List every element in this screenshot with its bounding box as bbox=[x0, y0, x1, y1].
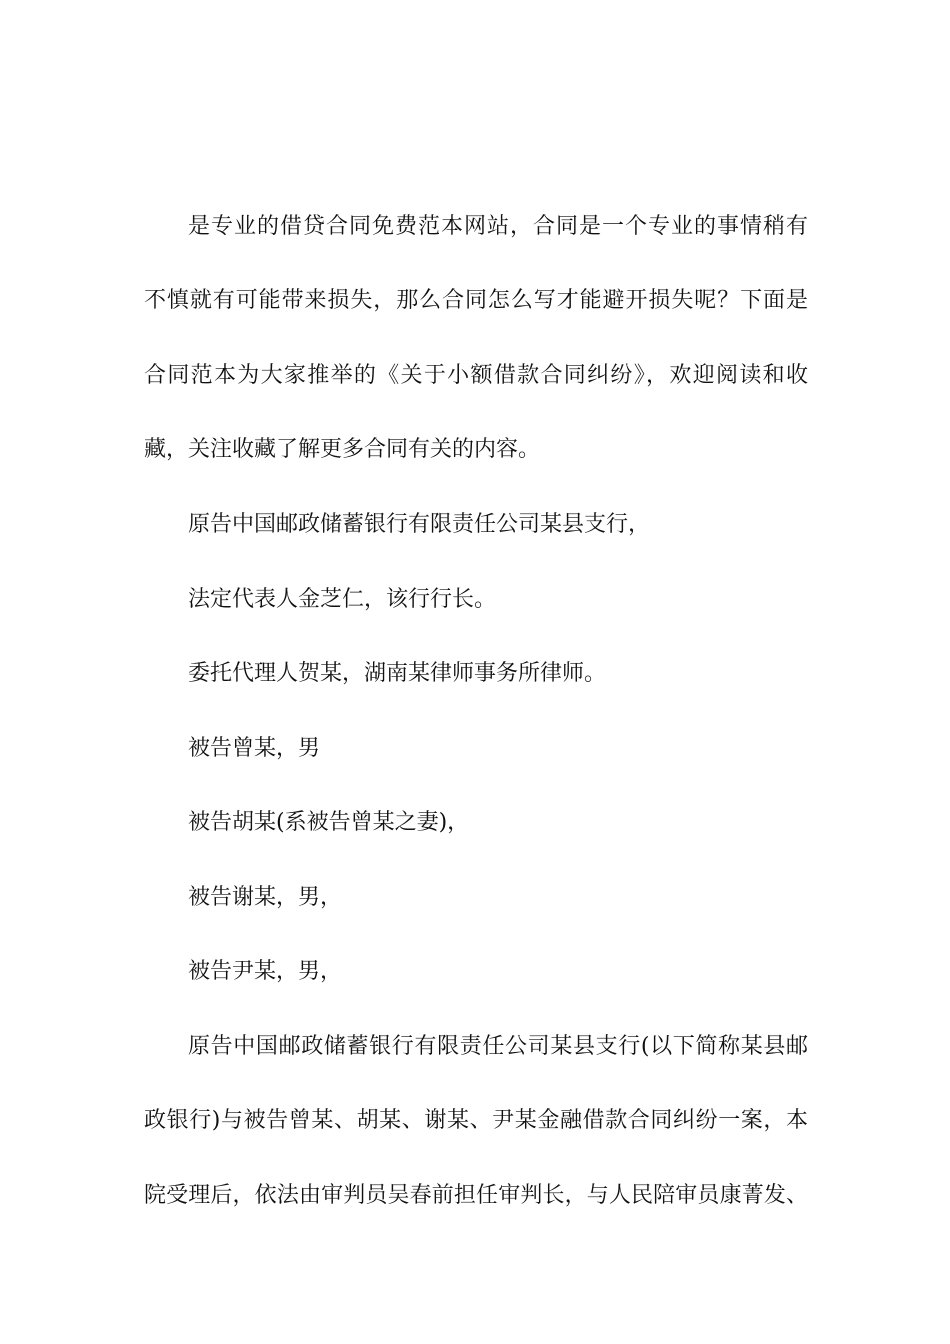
paragraph-1-line-2: 不慎就有可能带来损失，那么合同怎么写才能避开损失呢？下面是 bbox=[144, 288, 808, 313]
defendant-hu-line: 被告胡某(系被告曾某之妻)， bbox=[188, 810, 470, 835]
legal-representative-line: 法定代表人金芝仁，该行行长。 bbox=[188, 587, 497, 612]
paragraph-2-line-1: 原告中国邮政储蓄银行有限责任公司某县支行(以下简称某县邮 bbox=[188, 1034, 808, 1059]
agent-line: 委托代理人贺某，湖南某律师事务所律师。 bbox=[188, 661, 607, 686]
paragraph-1-line-1: 是专业的借贷合同免费范本网站，合同是一个专业的事情稍有 bbox=[188, 214, 808, 239]
defendant-zeng-line: 被告曾某，男 bbox=[188, 736, 321, 761]
plaintiff-line: 原告中国邮政储蓄银行有限责任公司某县支行， bbox=[188, 512, 651, 537]
defendant-yin-line: 被告尹某，男， bbox=[188, 959, 343, 984]
paragraph-2-line-3: 院受理后，依法由审判员吴春前担任审判长，与人民陪审员康菁发、 bbox=[144, 1183, 808, 1208]
paragraph-1-line-4: 藏，关注收藏了解更多合同有关的内容。 bbox=[144, 437, 541, 462]
paragraph-1-line-3: 合同范本为大家推举的《关于小额借款合同纠纷》，欢迎阅读和收 bbox=[144, 363, 808, 388]
paragraph-2-line-2: 政银行)与被告曾某、胡某、谢某、尹某金融借款合同纠纷一案，本 bbox=[144, 1108, 808, 1133]
defendant-xie-line: 被告谢某，男， bbox=[188, 885, 343, 910]
